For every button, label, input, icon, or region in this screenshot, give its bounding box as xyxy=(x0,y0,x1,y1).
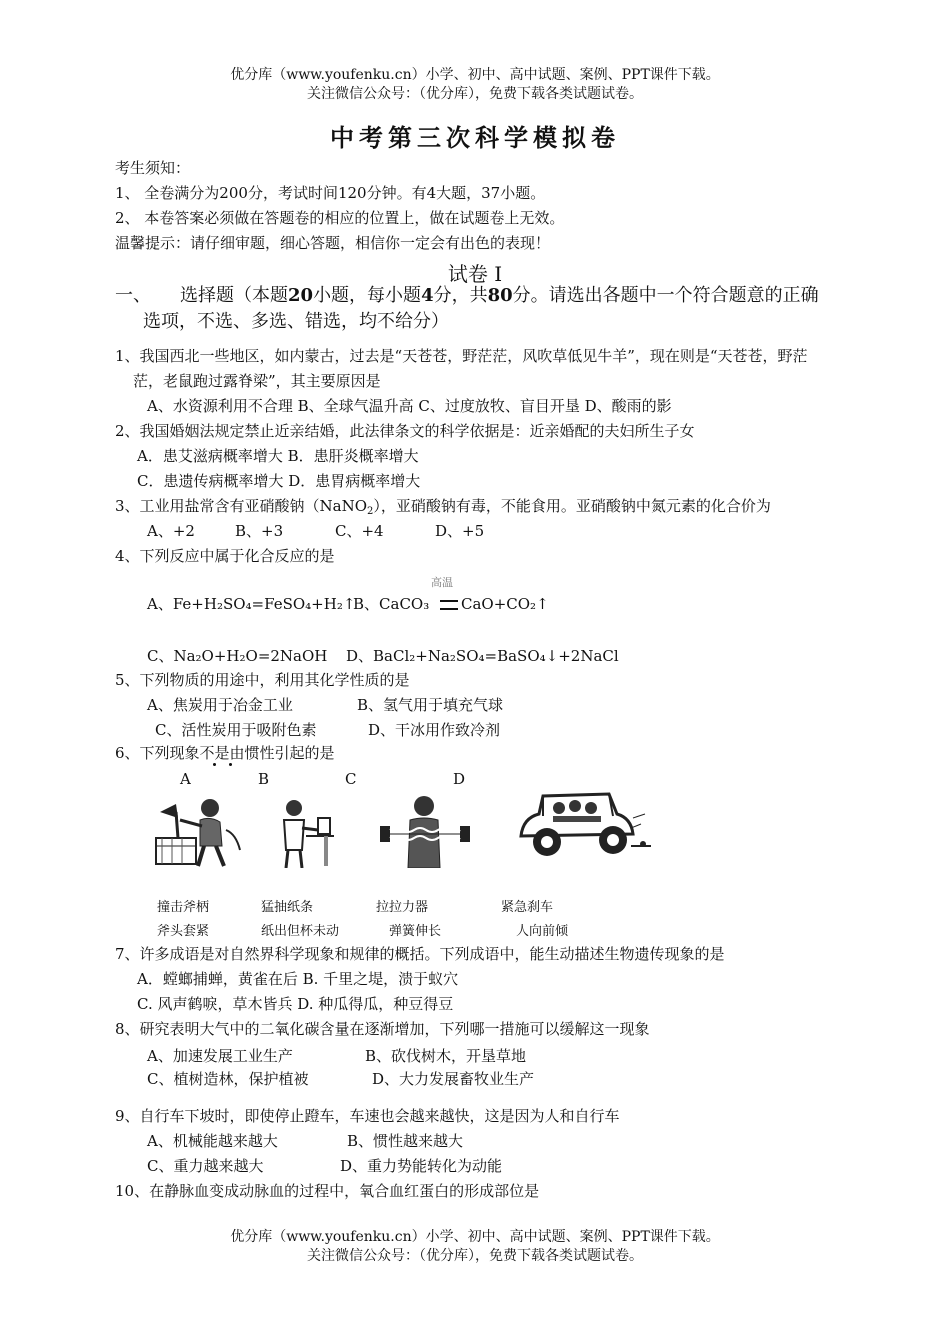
caption-b-line-2: 纸出但杯未动 xyxy=(261,924,340,939)
question-4-option-c: C、Na₂O+H₂O=2NaOH xyxy=(147,647,328,665)
caption-a-line-2: 斧头套紧 xyxy=(157,924,210,939)
question-4-option-b-left: B、CaCO₃ xyxy=(353,595,430,613)
question-8: 8、研究表明大气中的二氧化碳含量在逐渐增加，下列哪一措施可以缓解这一现象 xyxy=(115,1020,650,1038)
question-4-option-a: A、Fe+H₂SO₄=FeSO₄+H₂↑ xyxy=(147,595,356,613)
question-1-line-1: 1、我国西北一些地区，如内蒙古，过去是“天苍苍，野茫茫，风吹草低见牛羊”，现在则是“天苍苍，野茫 xyxy=(115,347,808,365)
question-9-option-a: A、机械能越来越大 xyxy=(147,1132,278,1150)
notice-item-2: 2、 本卷答案必须做在答题卷的相应的位置上，做在试题卷上无效。 xyxy=(115,209,565,227)
question-3-text-cont: ），亚硝酸钠有毒，不能食用。亚硝酸钠中氮元素的化合价为 xyxy=(373,497,771,515)
question-5-option-c: C、活性炭用于吸附色素 xyxy=(155,721,317,739)
question-3-option-c: C、+4 xyxy=(335,522,384,540)
question-8-option-b: B、砍伐树木，开垦草地 xyxy=(365,1047,527,1065)
emphasis-dot xyxy=(229,763,232,766)
car-braking-illustration xyxy=(513,788,653,860)
question-9: 9、自行车下坡时，即使停止蹬车，车速也会越来越快，这是因为人和自行车 xyxy=(115,1107,620,1125)
part-text-continued: 选项，不选、多选、错选，均不给分） xyxy=(143,311,449,332)
question-2: 2、我国婚姻法规定禁止近亲结婚，此法律条文的科学依据是：近亲婚配的夫妇所生子女 xyxy=(115,422,695,440)
part-text: 选择题（本题 xyxy=(180,285,288,306)
question-1-options: A、水资源利用不合理 B、全球气温升高 C、过度放牧、盲目开垦 D、酸雨的影 xyxy=(147,397,672,415)
question-5: 5、下列物质的用途中，利用其化学性质的是 xyxy=(115,671,410,689)
question-3-option-a: A、+2 xyxy=(147,522,195,540)
axe-illustration xyxy=(150,790,242,868)
footer-line-1: 优分库（www.youfenku.cn）小学、初中、高中试题、案例、PPT课件下载。 xyxy=(230,1229,720,1245)
caption-c-line-1: 拉拉力器 xyxy=(376,900,429,915)
question-2-options-ab: A．患艾滋病概率增大 B．患肝炎概率增大 xyxy=(137,447,419,465)
equals-sign xyxy=(440,600,458,610)
caption-a-line-1: 撞击斧柄 xyxy=(157,900,210,915)
part-number: 一、 xyxy=(115,285,151,306)
caption-d-line-1: 紧急刹车 xyxy=(501,900,554,915)
notice-tip: 温馨提示：请仔细审题，细心答题，相信你一定会有出色的表现！ xyxy=(115,234,551,252)
exam-title: 中考第三次科学模拟卷 xyxy=(330,123,620,152)
part-text: 分，共 xyxy=(433,285,488,306)
notice-heading: 考生须知： xyxy=(115,159,191,177)
figure-label-d: D xyxy=(453,770,466,788)
emphasis-dot xyxy=(213,763,216,766)
footer-line-2: 关注微信公众号：（优分库），免费下载各类试题试卷。 xyxy=(307,1248,643,1264)
subscript: 2 xyxy=(367,506,374,517)
question-5-option-a: A、焦炭用于冶金工业 xyxy=(147,696,293,714)
question-9-option-c: C、重力越来越大 xyxy=(147,1157,264,1175)
question-2-options-cd: C．患遗传病概率增大 D．患胃病概率增大 xyxy=(137,472,421,490)
points-total: 80 xyxy=(487,285,513,306)
question-6: 6、下列现象不是由惯性引起的是 xyxy=(115,744,335,762)
header-line-2: 关注微信公众号：（优分库），免费下载各类试题试卷。 xyxy=(307,86,643,102)
reaction-condition: 高温 xyxy=(431,576,453,589)
question-7-options-cd: C. 风声鹤唳，草木皆兵 D. 种瓜得瓜，种豆得豆 xyxy=(137,995,454,1013)
question-8-option-a: A、加速发展工业生产 xyxy=(147,1047,293,1065)
question-3 xyxy=(115,496,771,522)
header-line-1: 优分库（www.youfenku.cn）小学、初中、高中试题、案例、PPT课件下载。 xyxy=(230,67,720,83)
question-8-option-c: C、植树造林，保护植被 xyxy=(147,1070,309,1088)
question-8-option-d: D、大力发展畜牧业生产 xyxy=(372,1070,535,1088)
spring-exerciser-illustration xyxy=(376,792,474,868)
part-text: 小题，每小题 xyxy=(313,285,422,306)
question-1-line-2: 茫，老鼠跑过露脊梁”，其主要原因是 xyxy=(133,372,381,390)
figure-label-a: A xyxy=(180,770,191,788)
question-4-option-d: D、BaCl₂+Na₂SO₄=BaSO₄↓+2NaCl xyxy=(346,647,619,665)
points-each: 4 xyxy=(421,285,434,306)
question-9-option-d: D、重力势能转化为动能 xyxy=(340,1157,503,1175)
question-3-text: 3、工业用盐常含有亚硝酸钠（NaNO xyxy=(115,497,368,515)
caption-d-line-2: 人向前倾 xyxy=(516,924,569,939)
question-4-option-b-right: CaO+CO₂↑ xyxy=(461,595,549,613)
question-5-option-d: D、干冰用作致冷剂 xyxy=(368,721,501,739)
part-one-instructions xyxy=(115,283,895,335)
figure-label-c: C xyxy=(345,770,357,788)
caption-c-line-2: 弹簧伸长 xyxy=(389,924,442,939)
question-7-options-ab: A．螳螂捕蝉，黄雀在后 B. 千里之堤，溃于蚁穴 xyxy=(137,970,459,988)
figure-label-b: B xyxy=(258,770,270,788)
question-9-option-b: B、惯性越来越大 xyxy=(347,1132,464,1150)
question-4: 4、下列反应中属于化合反应的是 xyxy=(115,547,335,565)
question-3-option-d: D、+5 xyxy=(435,522,485,540)
section-title: 试卷 I xyxy=(447,262,503,286)
question-count: 20 xyxy=(288,285,314,306)
notice-item-1: 1、 全卷满分为200分，考试时间120分钟。有4大题，37小题。 xyxy=(115,184,546,202)
paper-strip-illustration xyxy=(276,796,336,868)
question-10: 10、在静脉血变成动脉血的过程中，氧合血红蛋白的形成部位是 xyxy=(115,1182,540,1200)
question-7: 7、许多成语是对自然界科学现象和规律的概括。下列成语中，能生动描述生物遗传现象的是 xyxy=(115,945,725,963)
question-5-option-b: B、氢气用于填充气球 xyxy=(357,696,504,714)
caption-b-line-1: 猛抽纸条 xyxy=(261,900,314,915)
part-text: 分。请选出各题中一个符合题意的正确 xyxy=(512,285,819,306)
question-3-option-b: B、+3 xyxy=(235,522,284,540)
